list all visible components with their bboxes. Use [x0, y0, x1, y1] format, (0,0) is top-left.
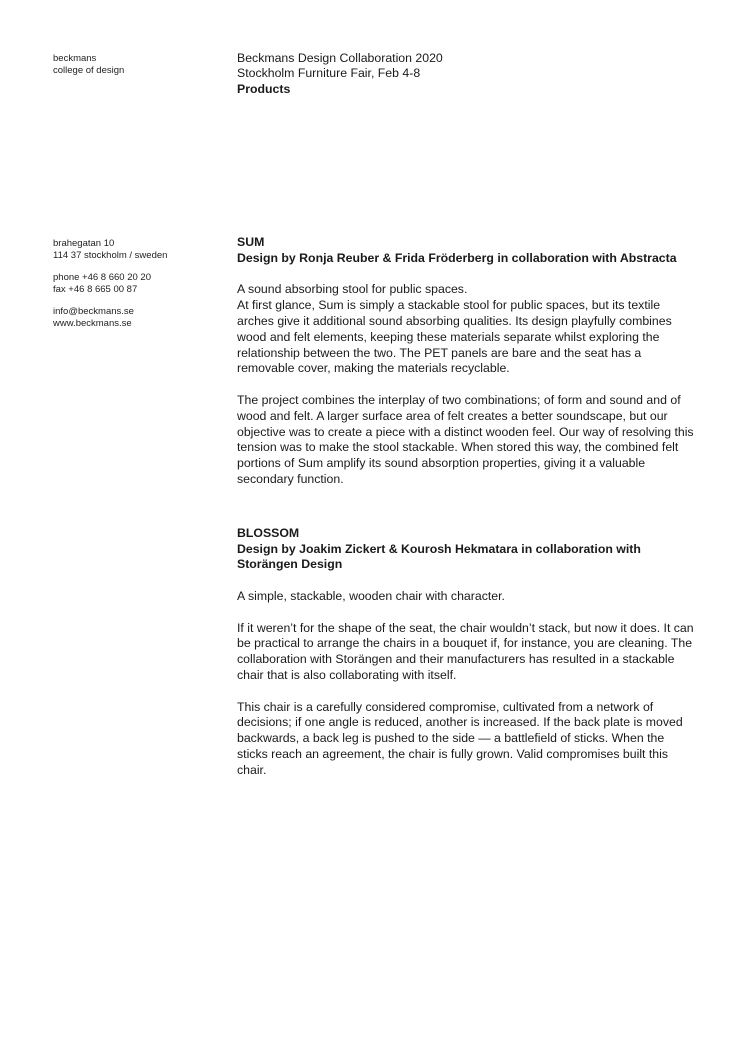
product-paragraph: The project combines the interplay of two combinations; of form and sound and of wood and felt. A larger surface area of felt creates a better soundscape, but our objective was to create a piece with a distinct wooden feel. Our way of resolving this tension was to make the stool stackable. When stored this way, the combined felt portions of Sum amplify its sound absorption properties, giving it a valuable secondary function.: [237, 392, 694, 486]
contact-block: [53, 238, 167, 329]
school-logo-text: [53, 53, 124, 76]
product-byline: Design by Joakim Zickert & Kourosh Hekmatara in collaboration with Storängen Design: [237, 541, 641, 572]
product-byline: Design by Ronja Reuber & Frida Fröderberg in collaboration with Abstracta: [237, 250, 677, 265]
product-intro: A simple, stackable, wooden chair with character.: [237, 588, 505, 603]
product-title: SUM: [237, 235, 265, 249]
header-event-title: Beckmans Design Collaboration 2020: [237, 51, 443, 65]
contact-city: 114 37 stockholm / sweden: [53, 249, 168, 261]
product-title: BLOSSOM: [237, 525, 300, 540]
product-section-sum: [237, 235, 697, 488]
product-paragraph: If it weren’t for the shape of the seat, the chair wouldn’t stack, but now it does. It can be practical to arrange the chairs in a bouquet if, for instance, you are cleaning. The collaboration with Storängen and their manufacturers has resulted in a stackable chair that is also collaborating with itself.: [237, 620, 694, 682]
product-paragraph: At first glance, Sum is simply a stackable stool for public spaces, but its textile arches give it additional sound absorbing qualities. Its design playfully combines wood and felt elements, keeping these materials separate whilst exploring the relationship between the two. The PET panels are bare and the seat has a removable cover, making the materials recyclable.: [237, 298, 672, 376]
product-intro: A sound absorbing stool for public spaces.: [237, 282, 468, 297]
school-name-line1: beckmans: [53, 53, 97, 64]
document-header: [237, 51, 443, 97]
school-name-line2: college of design: [53, 64, 125, 76]
header-event-dates: Stockholm Furniture Fair, Feb 4-8: [237, 66, 421, 81]
header-category: Products: [237, 81, 291, 96]
product-section-blossom: [237, 526, 697, 779]
contact-street: brahegatan 10: [53, 238, 115, 249]
contact-website: www.beckmans.se: [53, 317, 132, 329]
main-content: [237, 235, 697, 779]
contact-email: info@beckmans.se: [53, 306, 134, 317]
product-paragraph: This chair is a carefully considered compromise, cultivated from a network of decisions; if one angle is reduced, another is increased. If the back plate is moved backwards, a back leg is pushed to the side — a battlefield of sticks. When the sticks reach an agreement, the chair is fully grown. Valid compromises built this chair.: [237, 699, 683, 777]
contact-phone: phone +46 8 660 20 20: [53, 272, 151, 283]
contact-fax: fax +46 8 665 00 87: [53, 283, 138, 295]
